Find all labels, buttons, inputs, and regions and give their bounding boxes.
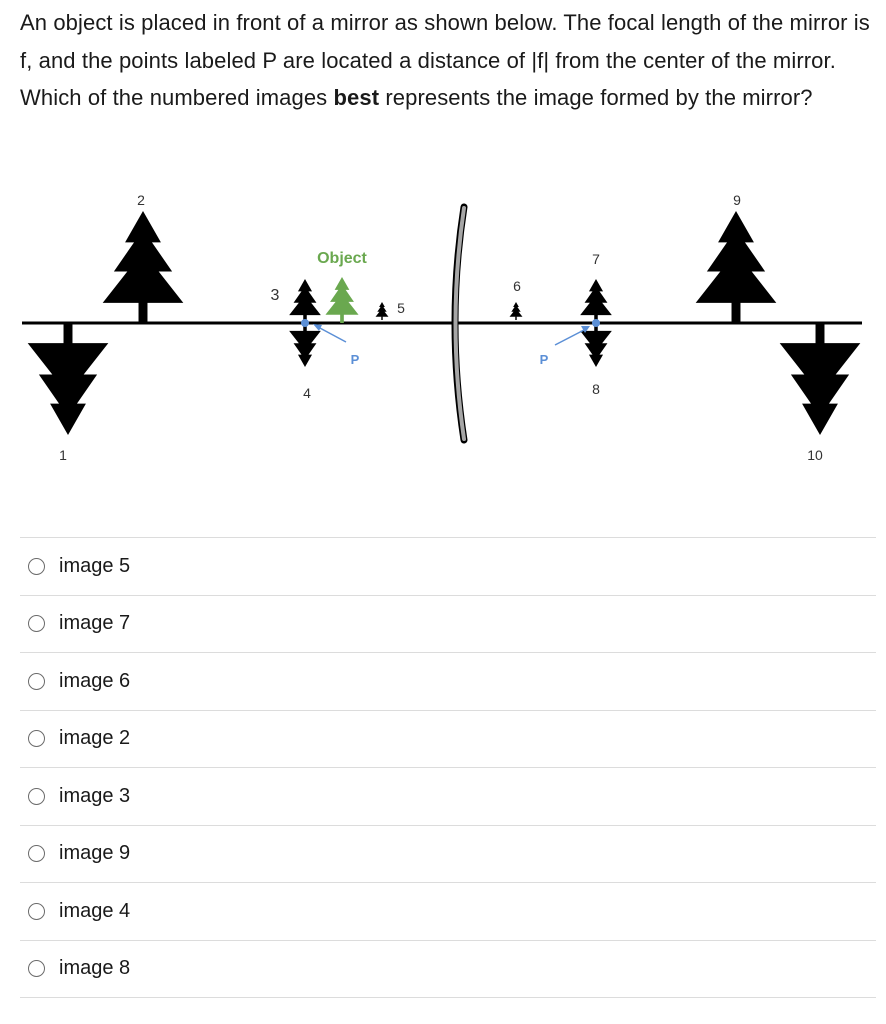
answer-option[interactable] <box>20 826 876 884</box>
answer-label: image 4 <box>59 899 131 922</box>
image-label-2: 2 <box>137 192 145 208</box>
image-6-tree <box>510 302 523 320</box>
answer-option[interactable] <box>20 596 876 654</box>
radio-button[interactable] <box>28 558 45 575</box>
answer-option[interactable] <box>20 883 876 941</box>
image-4-tree <box>289 323 321 367</box>
radio-button[interactable] <box>28 673 45 690</box>
question-text-part1: An object is placed in front of a mirror as shown below. The focal length of the mirror is f, and the points labeled P are located a distance of |f| from the center of the mirror. Which of the numbered images <box>20 10 870 110</box>
answer-label: image 8 <box>59 957 131 980</box>
image-9-tree <box>696 211 777 323</box>
image-label-9: 9 <box>733 192 741 208</box>
image-7-tree <box>580 279 612 323</box>
image-5-tree <box>376 302 389 320</box>
answer-option[interactable] <box>20 711 876 769</box>
image-label-10: 10 <box>807 447 823 463</box>
radio-button[interactable] <box>28 903 45 920</box>
radio-button[interactable] <box>28 730 45 747</box>
object-tree <box>325 277 358 323</box>
question-text <box>20 4 878 117</box>
answer-label: image 2 <box>59 727 131 750</box>
radio-button[interactable] <box>28 615 45 632</box>
image-label-4: 4 <box>303 385 311 401</box>
answer-label: image 5 <box>59 554 131 577</box>
question-text-part2: represents the image formed by the mirror? <box>379 85 813 110</box>
answer-label: image 6 <box>59 669 131 692</box>
answer-option[interactable] <box>20 653 876 711</box>
image-label-7: 7 <box>592 251 600 267</box>
image-1-tree <box>28 323 109 435</box>
image-label-6: 6 <box>513 278 521 294</box>
image-2-tree <box>103 211 184 323</box>
answer-label: image 9 <box>59 842 131 865</box>
image-label-1: 1 <box>59 447 67 463</box>
radio-button[interactable] <box>28 788 45 805</box>
question-bold-word: best <box>333 85 380 110</box>
object-label: Object <box>317 250 367 267</box>
image-label-3: 3 <box>270 287 280 304</box>
p-label-left: P <box>350 352 360 367</box>
answer-option[interactable] <box>20 941 876 999</box>
mirror-diagram <box>0 180 886 480</box>
answer-label: image 3 <box>59 784 131 807</box>
image-10-tree <box>780 323 861 435</box>
image-label-8: 8 <box>592 381 600 397</box>
radio-button[interactable] <box>28 845 45 862</box>
radio-button[interactable] <box>28 960 45 977</box>
answer-option[interactable] <box>20 768 876 826</box>
answer-label: image 7 <box>59 612 131 635</box>
answer-options <box>20 537 876 998</box>
answer-option[interactable] <box>20 538 876 596</box>
image-label-5: 5 <box>397 300 405 316</box>
image-3-tree <box>289 279 321 323</box>
p-label-right: P <box>539 352 549 367</box>
